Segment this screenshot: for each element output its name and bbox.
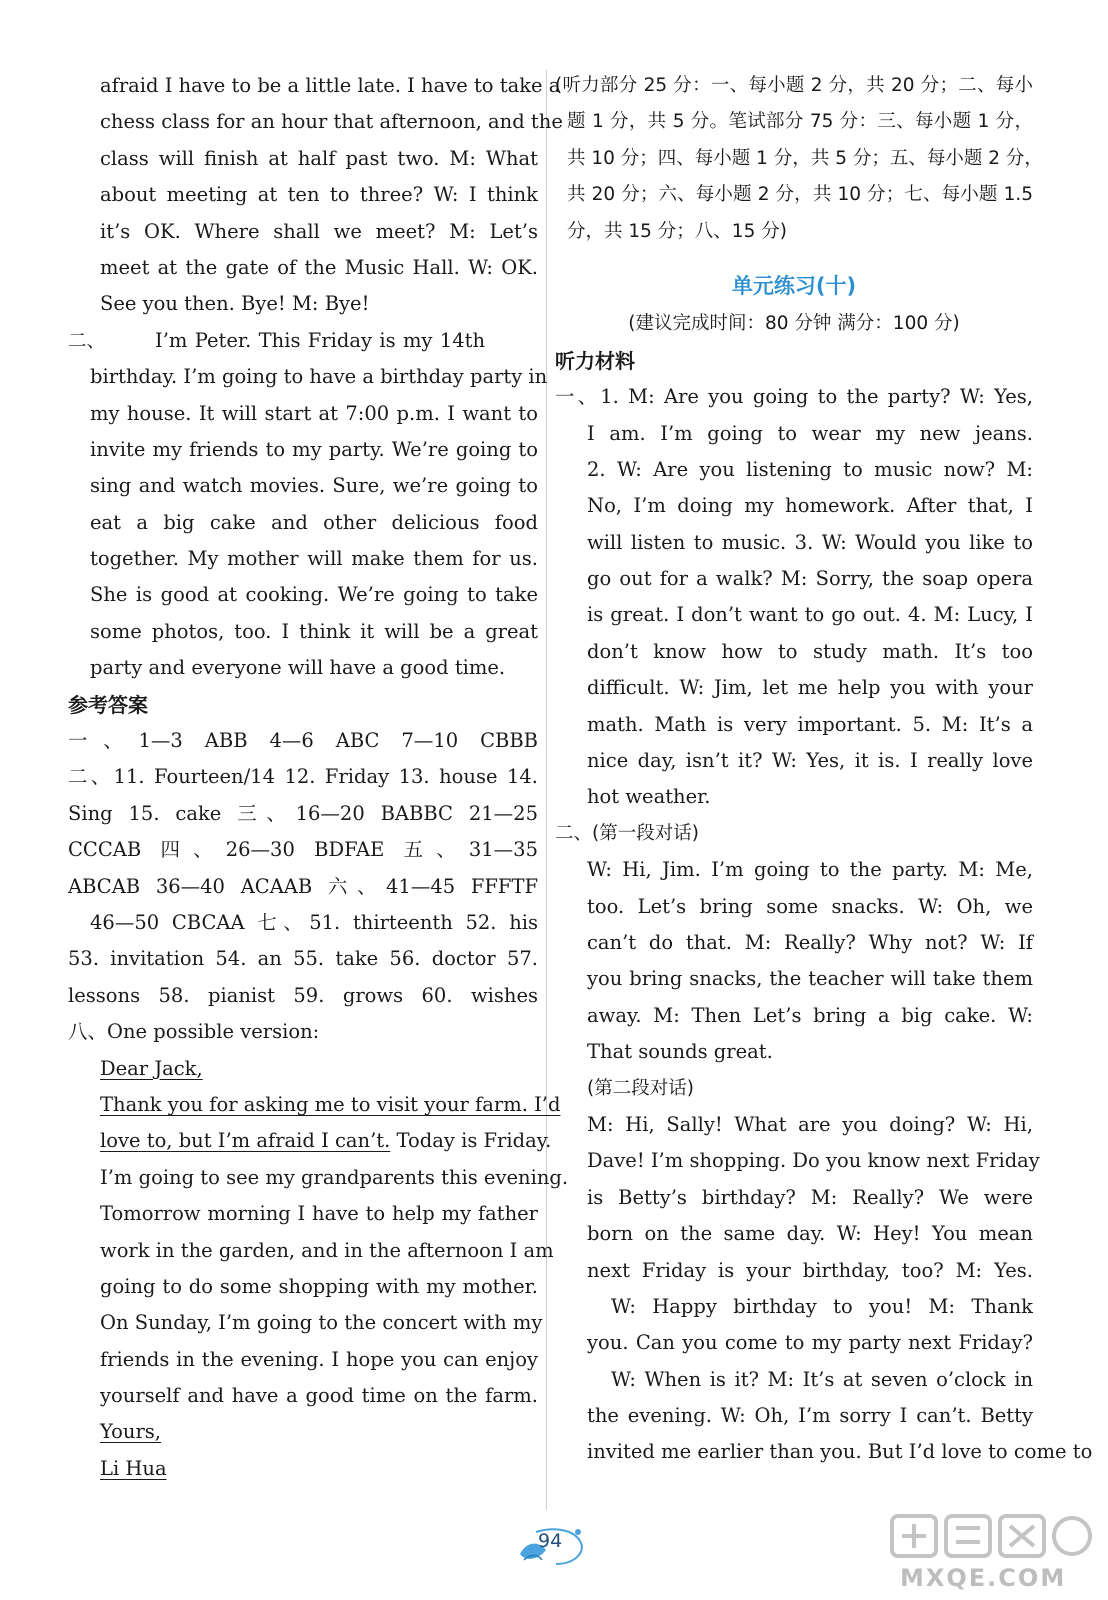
text-line: W: Hi, Jim. I’m going to the party. M: Me, (587, 858, 1033, 882)
answers-heading: 参考答案 (68, 692, 148, 717)
answer-line: 二、11. Fourteen/14 12. Friday 13. house 14. (68, 765, 538, 789)
text-line: party and everyone will have a good time. (90, 656, 506, 680)
intro-dialogue (68, 68, 563, 323)
text-line: She is good at cooking. We’re going to take (90, 583, 538, 607)
text-line: nice day, isn’t it? W: Yes, it is. I really love (587, 749, 1033, 773)
page-number (516, 1524, 592, 1568)
sample-letter (68, 1051, 569, 1488)
text-line: you. Can you come to my party next Friday? (587, 1331, 1033, 1355)
text-line: I’m Peter. This Friday is my 14th (155, 328, 486, 352)
text-line: M: Hi, Sally! What are you doing? W: Hi, (587, 1112, 1033, 1136)
text-line: hot weather. (587, 785, 711, 809)
score-line: 题 1 分，共 5 分。笔试部分 75 分：三、每小题 1 分， (567, 111, 1033, 133)
answer-key (68, 723, 538, 1051)
watermark-logo (886, 1512, 1096, 1594)
section-marker: 二、 (68, 330, 106, 352)
text-line: birthday. I’m going to have a birthday party in (90, 365, 548, 389)
text-line: I am. I’m going to wear my new jeans. (587, 421, 1033, 445)
text-line: about meeting at ten to three? W: I think (100, 183, 538, 207)
text-line: class will finish at half past two. M: What (100, 146, 538, 170)
answer-line: Sing 15. cake 三、16—20 BABBC 21—25 (68, 801, 538, 825)
text-line: you bring snacks, the teacher will take them (587, 967, 1033, 991)
letter-line: work in the garden, and in the afternoon I am (100, 1238, 554, 1262)
text-line: W: When is it? M: It’s at seven o’clock in (611, 1367, 1033, 1391)
score-line: 共 20 分；六、每小题 2 分，共 10 分；七、每小题 1.5 (567, 184, 1033, 206)
left-column (68, 68, 569, 1487)
score-line: 分，共 15 分；八、15 分) (567, 220, 787, 242)
score-breakdown (555, 68, 1043, 250)
answer-line: 一、1—3 ABB 4—6 ABC 7—10 CBBB (68, 729, 538, 753)
letter-line: love to, but I’m afraid I can’t. (100, 1129, 391, 1153)
letter-line: On Sunday, I’m going to the concert with my (100, 1311, 543, 1335)
text-line: sing and watch movies. Sure, we’re going to (90, 474, 538, 498)
answer-line: ABCAB 36—40 ACAAB 六、41—45 FFFTF (68, 874, 538, 898)
column-divider (546, 70, 547, 1510)
text-line: my house. It will start at 7:00 p.m. I want to (90, 401, 538, 425)
letter-greeting: Dear Jack, (100, 1056, 203, 1080)
unit-subtitle: (建议完成时间：80 分钟 满分：100 分) (628, 313, 960, 335)
right-column (555, 68, 1093, 1471)
dialogue-1-heading: 二、(第一段对话) (555, 822, 699, 844)
text-line: Dave! I’m shopping. Do you know next Friday (587, 1149, 1040, 1173)
text-line: chess class for an hour that afternoon, and the (100, 110, 563, 134)
letter-line: Tomorrow morning I have to help my father (100, 1202, 538, 1226)
score-line: (听力部分 25 分：一、每小题 2 分，共 20 分；二、每小 (555, 75, 1033, 96)
dialogue-2-heading: (第二段对话) (587, 1077, 694, 1099)
listening-section-1 (555, 379, 1033, 816)
listening-heading: 听力材料 (555, 348, 635, 373)
text-line: See you then. Bye! M: Bye! (100, 292, 370, 316)
watermark-text: MXQE.COM (900, 1564, 1067, 1592)
text-line: That sounds great. (587, 1040, 773, 1064)
letter-signature: Li Hua (100, 1456, 167, 1480)
answer-line: 53. invitation 54. an 55. take 56. doctor 57. (68, 947, 538, 971)
page-number-text: 94 (538, 1530, 563, 1552)
text-line: will listen to music. 3. W: Would you like to (587, 530, 1033, 554)
letter-line: Thank you for asking me to visit your farm. I’d (100, 1092, 561, 1116)
text-line: born on the same day. W: Hey! You mean (587, 1222, 1033, 1246)
dialogue-1 (555, 852, 1033, 1070)
answer-line: CCCAB 四、26—30 BDFAE 五、31—35 (68, 838, 538, 862)
unit-title: 单元练习(十) (731, 273, 857, 298)
text-line: math. Math is very important. 5. M: It’s a (587, 712, 1033, 736)
text-line: invite my friends to my party. We’re going to (90, 437, 538, 461)
text-line: it’s OK. Where shall we meet? M: Let’s (100, 219, 538, 243)
text-line: the evening. W: Oh, I’m sorry I can’t. Betty (587, 1404, 1033, 1428)
text-line: No, I’m doing my homework. After that, I (587, 494, 1033, 518)
letter-line: friends in the evening. I hope you can enjoy (100, 1347, 538, 1371)
text-line: W: Happy birthday to you! M: Thank (611, 1294, 1033, 1318)
letter-line: yourself and have a good time on the farm. (100, 1384, 538, 1408)
letter-closing: Yours, (100, 1420, 162, 1444)
section-2-passage (68, 323, 548, 687)
dialogue-2 (555, 1107, 1093, 1471)
text-line: together. My mother will make them for us. (90, 547, 538, 571)
text-line: invited me earlier than you. But I’d love to come to (587, 1440, 1093, 1464)
text-line: is great. I don’t want to go out. 4. M: Lucy, I (587, 603, 1033, 627)
answer-line: 46—50 CBCAA 七、51. thirteenth 52. his (90, 910, 538, 934)
text-line: away. M: Then Let’s bring a big cake. W: (587, 1003, 1033, 1027)
text-line: can’t do that. M: Really? Why not? W: If (587, 930, 1033, 954)
text-line: 2. W: Are you listening to music now? M: (587, 457, 1033, 481)
text-line: afraid I have to be a little late. I have to take a (100, 74, 561, 97)
text-line: some photos, too. I think it will be a great (90, 619, 538, 643)
score-line: 共 10 分；四、每小题 1 分，共 5 分；五、每小题 2 分， (567, 147, 1043, 169)
text-line: too. Let’s bring some snacks. W: Oh, we (587, 894, 1033, 918)
text-line: go out for a walk? M: Sorry, the soap opera (587, 567, 1033, 591)
answer-line: lessons 58. pianist 59. grows 60. wishes (68, 983, 538, 1007)
text-line: eat a big cake and other delicious food (90, 510, 538, 534)
answer-line: 八、One possible version: (68, 1020, 320, 1044)
text-line: don’t know how to study math. It’s too (587, 639, 1033, 663)
text-line: difficult. W: Jim, let me help you with your (587, 676, 1033, 700)
text-line: is Betty’s birthday? M: Really? We were (587, 1185, 1033, 1209)
letter-line: I’m going to see my grandparents this evening. (100, 1165, 569, 1189)
text-line: meet at the gate of the Music Hall. W: OK. (100, 255, 538, 279)
letter-line: Today is Friday. (396, 1129, 552, 1153)
text-line: 一、1. M: Are you going to the party? W: Yes, (555, 385, 1033, 409)
text-line: next Friday is your birthday, too? M: Yes. (587, 1258, 1033, 1282)
letter-line: going to do some shopping with my mother. (100, 1274, 538, 1298)
